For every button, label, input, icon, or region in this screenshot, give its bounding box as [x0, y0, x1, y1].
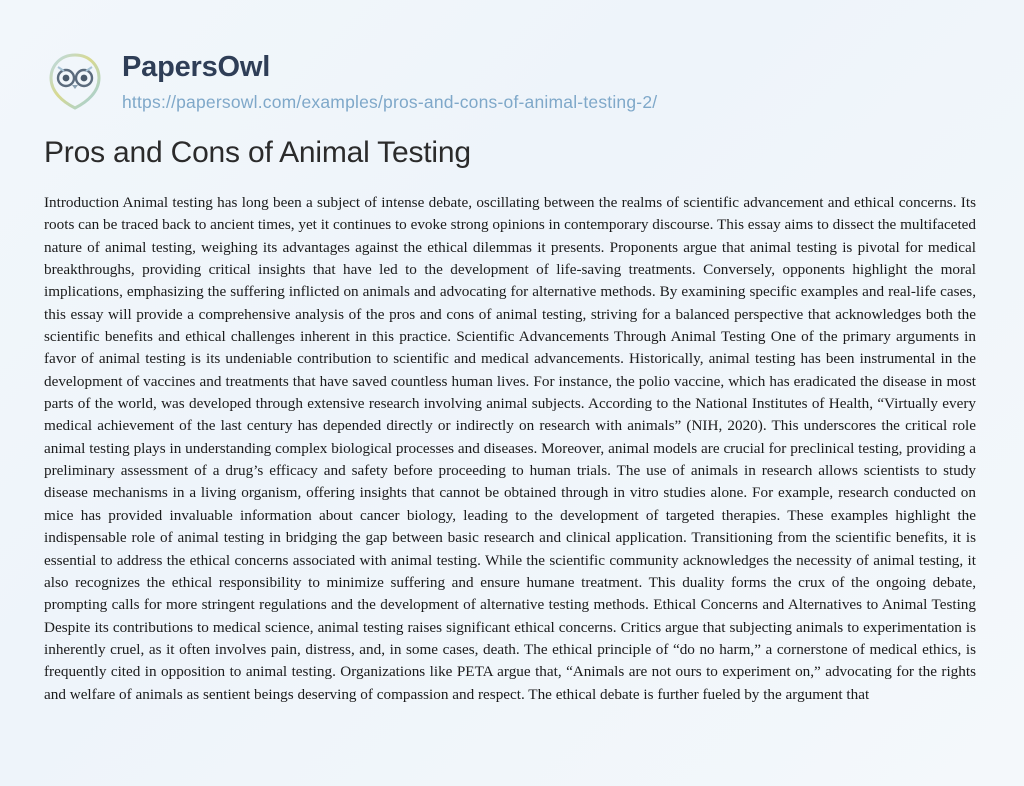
- document-area: [0, 96, 1024, 706]
- page-url[interactable]: https://papersowl.com/examples/pros-and-cons-of-animal-testing-2/: [122, 91, 658, 112]
- brand-block: [122, 48, 657, 113]
- brand-name: PapersOwl: [122, 51, 271, 83]
- article-body: Introduction Animal testing has long been a subject of intense debate, oscillating between the realms of scientific advancement and ethical concerns. Its roots can be traced back to ancient times, yet it continues to evoke strong opinions in contemporary discourse. This essay aims to dissect the multifaceted nature of animal testing, weighing its advantages against the ethical dilemmas it presents. Proponents argue that animal testing is pivotal for medical breakthroughs, providing critical insights that have led to the development of life-saving treatments. Conversely, opponents highlight the moral implications, emphasizing the suffering inflicted on animals and advocating for alternative methods. By examining specific examples and real-life cases, this essay will provide a comprehensive analysis of the pros and cons of animal testing, striving for a balanced perspective that acknowledges both the scientific benefits and ethical challenges inherent in this practice. Scientific Advancements Through Animal Testing One of the primary arguments in favor of animal testing is its undeniable contribution to scientific and medical advancements. Historically, animal testing has been instrumental in the development of vaccines and treatments that have saved countless human lives. For instance, the polio vaccine, which has eradicated the disease in most parts of the world, was developed through extensive research involving animal subjects. According to the National Institutes of Health, “Virtually every medical achievement of the last century has depended directly or indirectly on research with animals” (NIH, 2020). This underscores the critical role animal testing plays in understanding complex biological processes and diseases. Moreover, animal models are crucial for preclinical testing, providing a preliminary assessment of a drug’s efficacy and safety before proceeding to human trials. The use of animals in research allows scientists to study disease mechanisms in a living organism, offering insights that cannot be obtained through in vitro studies alone. For example, research conducted on mice has provided invaluable information about cancer biology, leading to the development of targeted therapies. These examples highlight the indispensable role of animal testing in bridging the gap between basic research and clinical application. Transitioning from the scientific benefits, it is essential to address the ethical concerns associated with animal testing. While the scientific community acknowledges the necessity of animal testing, it also recognizes the ethical responsibility to minimize suffering and ensure humane treatment. This duality forms the crux of the ongoing debate, prompting calls for more stringent regulations and the development of alternative testing methods. Ethical Concerns and Alternatives to Animal Testing Despite its contributions to medical science, animal testing raises significant ethical concerns. Critics argue that subjecting animals to experimentation is inherently cruel, as it often involves pain, distress, and, in some cases, death. The ethical principle of “do no harm,” a cornerstone of medical ethics, is frequently cited in opposition to animal testing. Organizations like PETA argue that, “Animals are not ours to experiment on,” advocating for the rights and welfare of animals as sentient beings deserving of compassion and respect. The ethical debate is further fueled by the argument that: [44, 194, 976, 703]
- page-title: Pros and Cons of Animal Testing: [44, 136, 471, 169]
- site-header: [0, 0, 1024, 112]
- owl-logo-icon: [44, 50, 106, 112]
